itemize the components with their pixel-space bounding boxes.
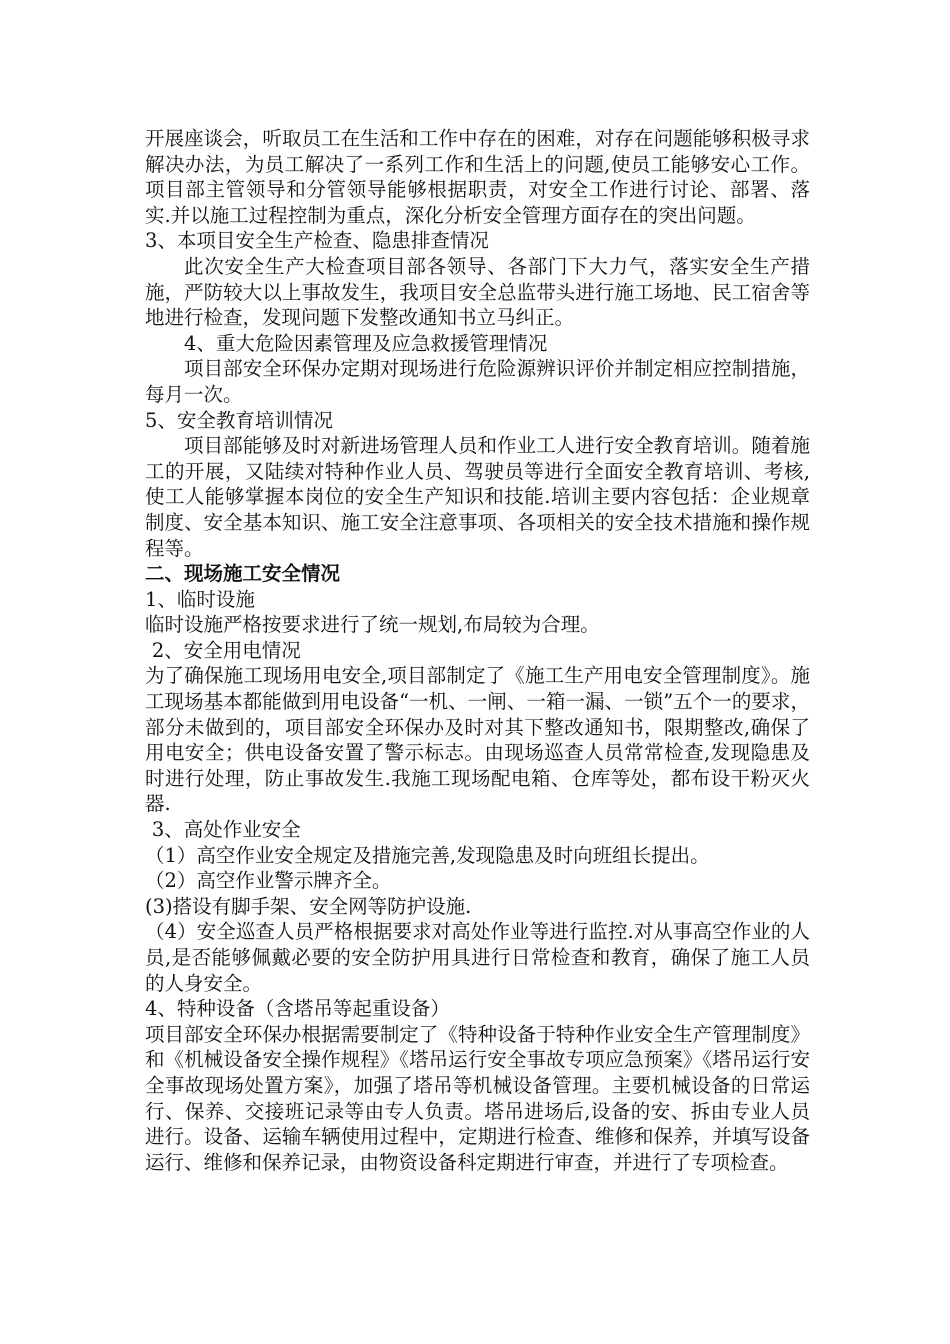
heading-safety-inspection: 3、本项目安全生产检查、隐患排查情况 [145,229,489,253]
paragraph-hazard-management: 项目部安全环保办定期对现场进行危险源辨识评价并制定相应控制措施，每月一次。 [145,357,810,406]
heading-temporary-facilities: 1、临时设施 [145,587,255,611]
paragraph-safety-inspection: 此次安全生产大检查项目部各领导、各部门下大力气，落实安全生产措施，严防较大以上事故发生，我项目安全总监带头进行施工场地、民工宿舍等地进行检查，发现问题下发整改通知书立马纠正。 [145,254,810,330]
paragraph-electricity: 为了确保施工现场用电安全,项目部制定了《施工生产用电安全管理制度》。施工现场基本都能做到用电设备“一机、一闸、一箱一漏、一锁”五个一的要求，部分未做到的，项目部安全环保办及时对其下整改通知书，限期整改,确保了用电安全；供电设备安置了警示标志。由现场巡查人员常常检查,发现隐患及时进行处理，防止事故发生.我施工现场配电箱、仓库等处，都布设干粉灭火器. [145,664,810,816]
heading-electricity: 2、安全用电情况 [151,638,301,662]
paragraph-special-equipment: 项目部安全环保办根据需要制定了《特种设备于特种作业安全生产管理制度》和《机械设备安全操作规程》《塔吊运行安全事故专项应急预案》《塔吊运行安全事故现场处置方案》，加强了塔吊等机械设备管理。主要机械设备的日常运行、保养、交接班记录等由专人负责。塔吊进场后,设备的安、拆由专业人员进行。设备、运输车辆使用过程中，定期进行检查、维修和保养，并填写设备运行、维修和保养记录，由物资设备科定期进行审查，并进行了专项检查。 [145,1022,810,1174]
list-item-height-4: （4）安全巡查人员严格根据要求对高处作业等进行监控.对从事高空作业的人员,是否能够佩戴必要的安全防护用具进行日常检查和教育，确保了施工人员的人身安全。 [145,920,810,995]
list-item-height-3: (3)搭设有脚手架、安全网等防护设施. [145,894,472,918]
paragraph-temporary-facilities: 临时设施严格按要求进行了统一规划,布局较为合理。 [145,613,600,637]
heading-hazard-management: 4、重大危险因素管理及应急救援管理情况 [184,331,548,355]
document-body [145,126,810,1175]
section-heading-site-safety: 二、现场施工安全情况 [145,562,341,586]
heading-work-at-height: 3、高处作业安全 [151,818,301,842]
list-item-height-2: （2）高空作业警示牌齐全。 [145,869,392,893]
paragraph-safety-training: 项目部能够及时对新进场管理人员和作业工人进行安全教育培训。随着施工的开展，又陆续对特种作业人员、驾驶员等进行全面安全教育培训、考核,使工人能够掌握本岗位的安全生产知识和技能.培训主要内容包括：企业规章制度、安全基本知识、施工安全注意事项、各项相关的安全技术措施和操作规程等。 [145,434,810,560]
list-item-height-1: （1）高空作业安全规定及措施完善,发现隐患及时向班组长提出。 [145,843,710,867]
heading-safety-training: 5、安全教育培训情况 [145,408,333,432]
paragraph-meeting: 开展座谈会，听取员工在生活和工作中存在的困难，对存在问题能够积极寻求解决办法，为员工解决了一系列工作和生活上的问题,使员工能够安心工作。项目部主管领导和分管领导能够根据职责，对安全工作进行讨论、部署、落实.并以施工过程控制为重点，深化分析安全管理方面存在的突出问题。 [145,127,810,227]
heading-special-equipment: 4、特种设备（含塔吊等起重设备） [145,997,450,1021]
